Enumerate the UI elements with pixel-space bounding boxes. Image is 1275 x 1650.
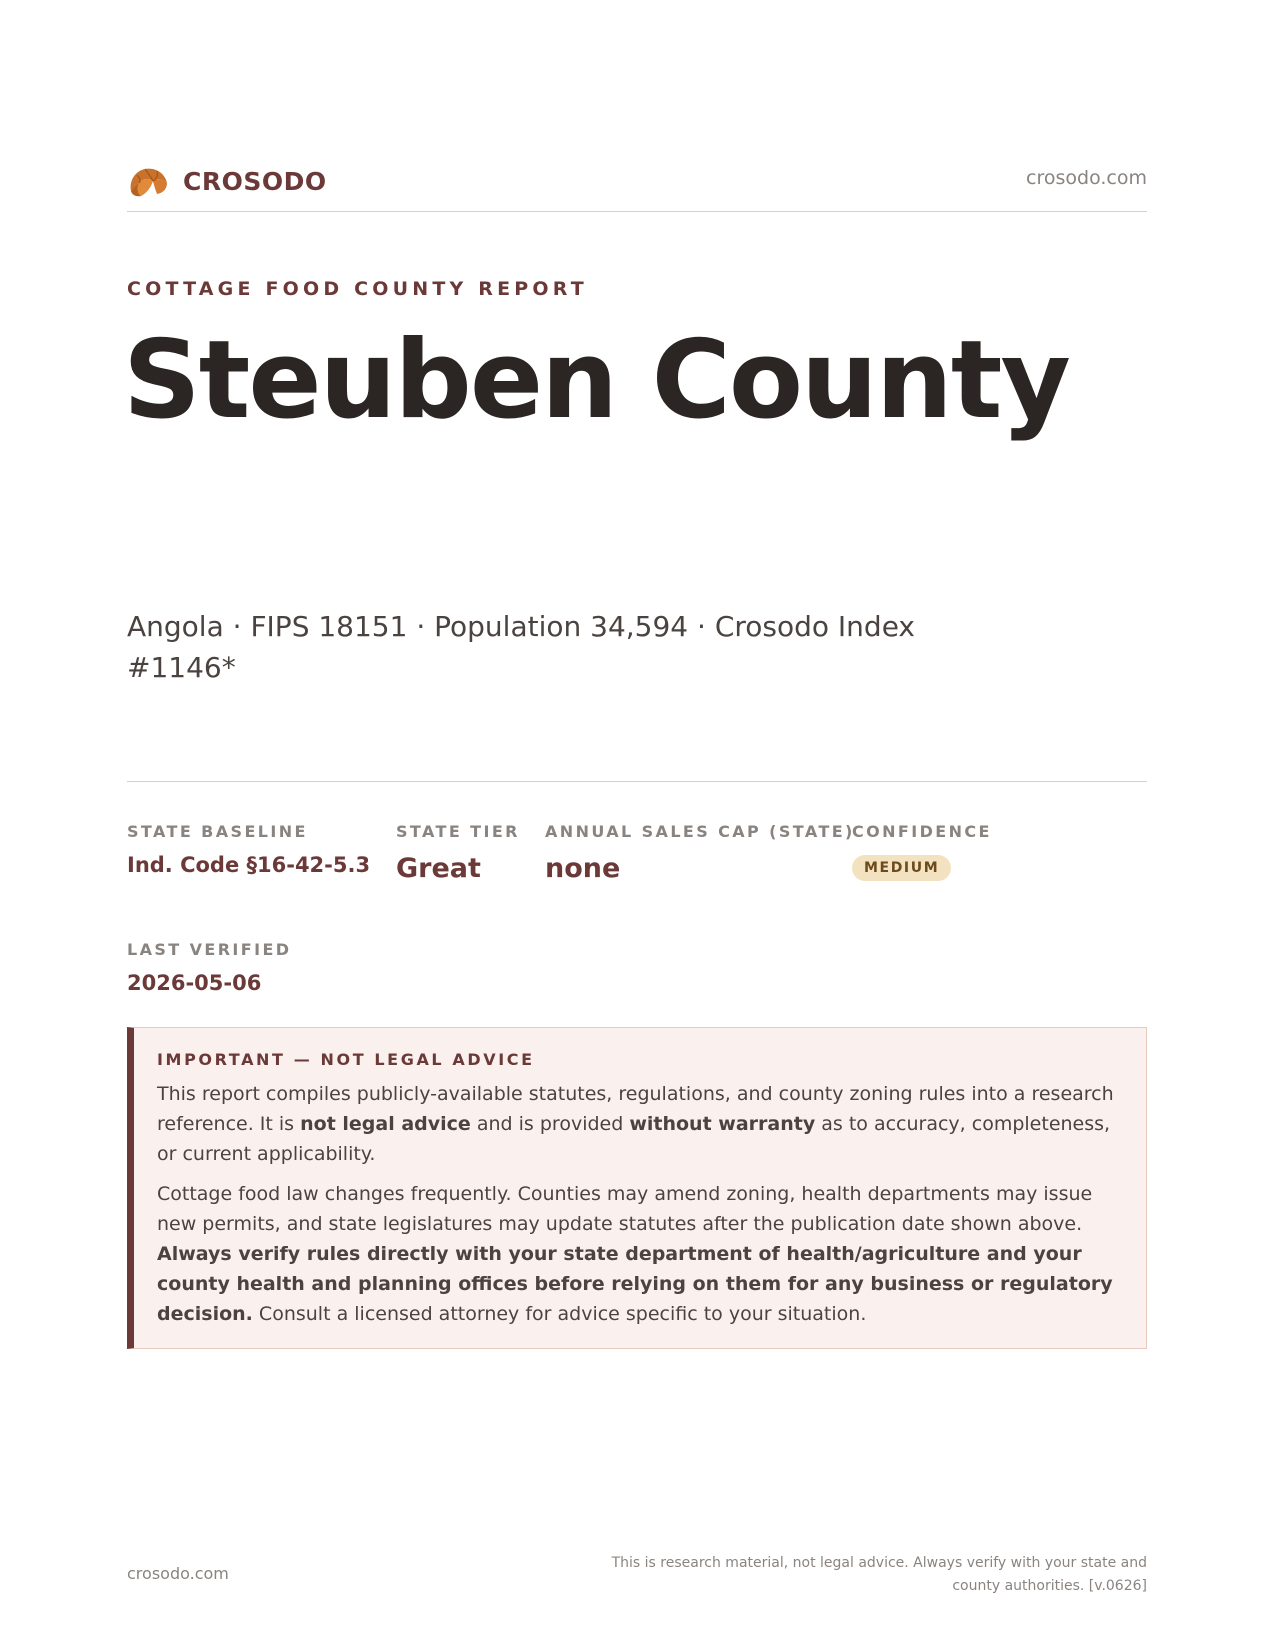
stat-value: Ind. Code §16-42-5.3: [127, 853, 371, 877]
callout-emphasis: not legal advice: [300, 1113, 471, 1135]
stat-state-baseline: [127, 822, 370, 877]
stat-label: CONFIDENCE: [852, 822, 992, 841]
stat-last-verified: [127, 940, 291, 995]
stat-value: Great: [396, 853, 481, 884]
stat-label: ANNUAL SALES CAP (STATE): [545, 822, 855, 841]
brand: [127, 161, 327, 201]
footer-site-url[interactable]: crosodo.com: [127, 1564, 229, 1583]
callout-emphasis: Always verify rules directly with your state department of health/agriculture and your county health and planning offices before relying on them for any business or regulatory decision.: [157, 1243, 1113, 1325]
stat-label: STATE TIER: [396, 822, 520, 841]
callout-emphasis: without warranty: [629, 1113, 816, 1135]
stat-value: none: [545, 853, 621, 884]
callout-paragraph-2: [157, 1179, 1124, 1329]
stat-confidence: [852, 822, 992, 881]
stat-label: LAST VERIFIED: [127, 940, 292, 959]
stat-label: STATE BASELINE: [127, 822, 308, 841]
report-page: [123, 0, 1147, 1650]
brand-name: CROSODO: [183, 166, 327, 196]
callout-heading: IMPORTANT — NOT LEGAL ADVICE: [157, 1050, 535, 1069]
callout-text: Cottage food law changes frequently. Counties may amend zoning, health departments may issue new permits, and state legislatures may update statutes after the publication date shown above.: [157, 1183, 1093, 1235]
footer-disclaimer: This is research material, not legal advice. Always verify with your state and county authorities. [v.0626]: [611, 1555, 1147, 1594]
croissant-icon: [127, 161, 169, 201]
callout-text: This report compiles publicly-available statutes, regulations, and county zoning rules into a research reference. It is: [157, 1083, 1114, 1135]
stat-annual-sales-cap: [545, 822, 855, 884]
stat-value: 2026-05-06: [127, 971, 262, 995]
stat-state-tier: [396, 822, 520, 884]
report-subtitle: Angola · FIPS 18151 · Population 34,594 · Crosodo Index #1146*: [127, 610, 916, 684]
section-divider: [127, 781, 1147, 782]
site-url[interactable]: crosodo.com: [1026, 167, 1147, 189]
confidence-badge: MEDIUM: [852, 855, 951, 881]
callout-paragraph-1: [157, 1079, 1124, 1169]
page-header: [127, 155, 1147, 212]
report-eyebrow: COTTAGE FOOD COUNTY REPORT: [127, 278, 588, 300]
legal-disclaimer-callout: [127, 1027, 1147, 1349]
callout-text: and is provided: [470, 1113, 630, 1135]
callout-text: Consult a licensed attorney for advice specific to your situation.: [252, 1303, 867, 1325]
callout-text: as to accuracy, completeness, or current applicability.: [157, 1113, 1111, 1165]
page-title: Steuben County: [123, 318, 1069, 443]
